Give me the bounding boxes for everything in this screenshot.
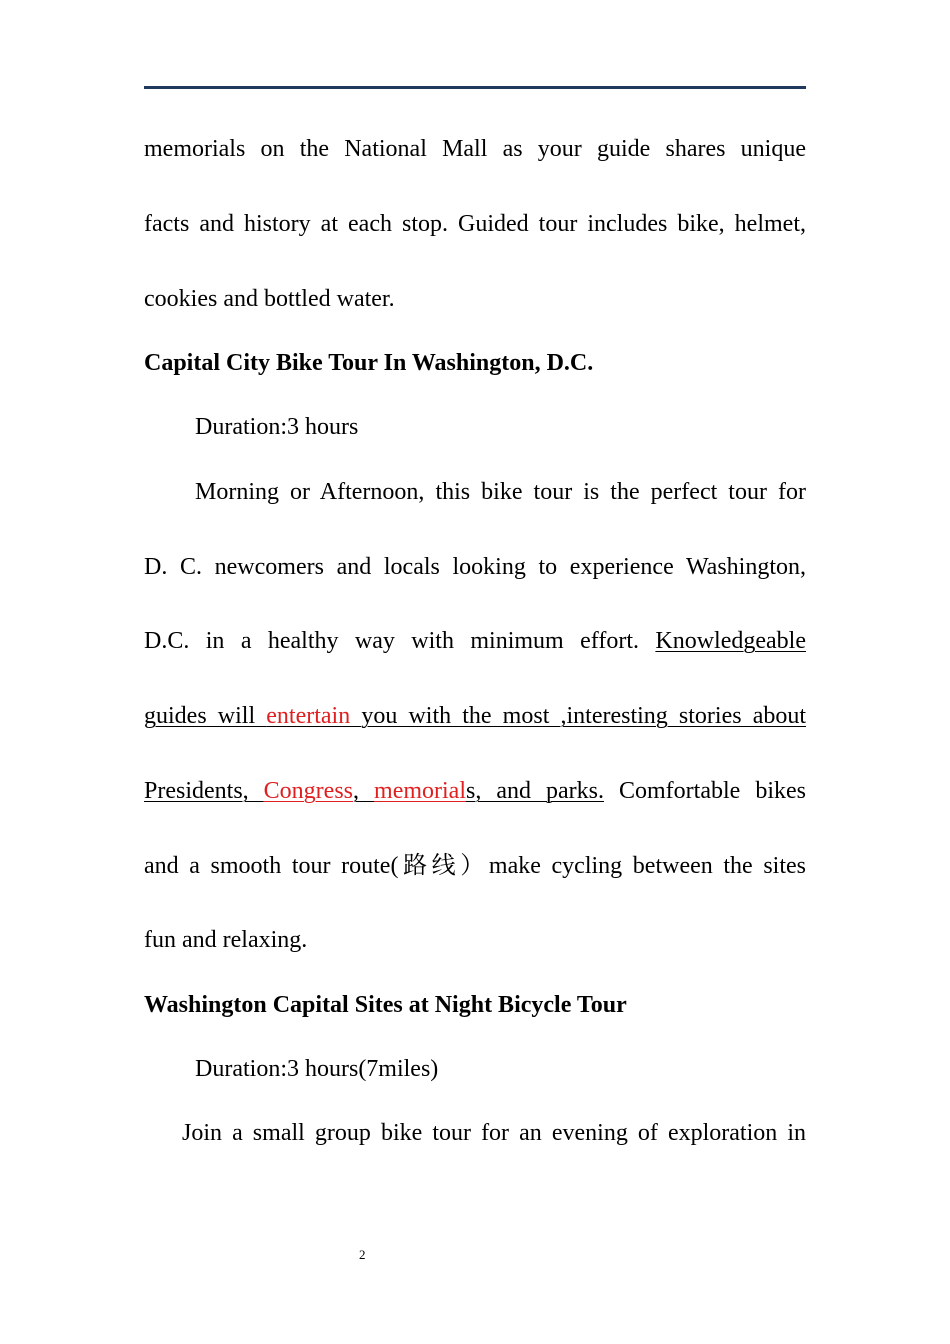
text-span: Duration:3 hours	[195, 414, 359, 440]
underlined-text: Knowledgeable	[655, 628, 806, 654]
text-span: cookies and bottled water.	[144, 286, 395, 312]
highlighted-word: memorial	[374, 778, 466, 804]
body-line	[195, 477, 806, 507]
heading-text: Washington Capital Sites at Night Bicycle Tour	[144, 992, 627, 1018]
body-line	[144, 701, 806, 731]
heading-text: Capital City Bike Tour In Washington, D.C.	[144, 350, 594, 376]
body-line	[182, 1118, 806, 1148]
body-line	[144, 626, 806, 656]
underlined-text: s, and parks.	[466, 778, 604, 804]
section-heading	[144, 990, 806, 1020]
text-span: Duration:3 hours(7miles)	[195, 1056, 439, 1082]
duration-line	[195, 1054, 806, 1084]
underlined-text: you with the most ,interesting stories about	[361, 703, 807, 729]
text-span: Join a small group bike tour for an evening of exploration in	[182, 1120, 806, 1146]
header-rule	[144, 86, 806, 89]
text-span: facts and history at each stop. Guided tour includes bike, helmet,	[144, 211, 806, 237]
text-span: and a smooth tour route(路线）make cycling between the sites	[144, 853, 806, 879]
text-span: D.C. in a healthy way with minimum effort.	[144, 628, 656, 654]
highlighted-word: entertain	[266, 703, 362, 729]
body-line	[144, 851, 806, 881]
underlined-text: guides will	[144, 703, 267, 729]
text-span: Comfortable bikes	[604, 778, 806, 804]
body-line	[144, 552, 806, 582]
body-line	[144, 925, 806, 955]
text-span: Morning or Afternoon, this bike tour is the perfect tour for	[195, 479, 806, 505]
body-line	[144, 284, 806, 314]
body-line	[144, 134, 806, 164]
section-heading	[144, 348, 806, 378]
text-span: D. C. newcomers and locals looking to experience Washington,	[144, 554, 806, 580]
page-number: 2	[359, 1247, 366, 1262]
underlined-text: ,	[353, 778, 375, 804]
duration-line	[195, 412, 806, 442]
body-line	[144, 209, 806, 239]
body-line	[144, 776, 806, 806]
underlined-text: Presidents,	[144, 778, 264, 804]
text-span: memorials on the National Mall as your guide shares unique	[144, 136, 806, 162]
text-span: fun and relaxing.	[144, 927, 308, 953]
highlighted-word: Congress	[263, 778, 354, 804]
